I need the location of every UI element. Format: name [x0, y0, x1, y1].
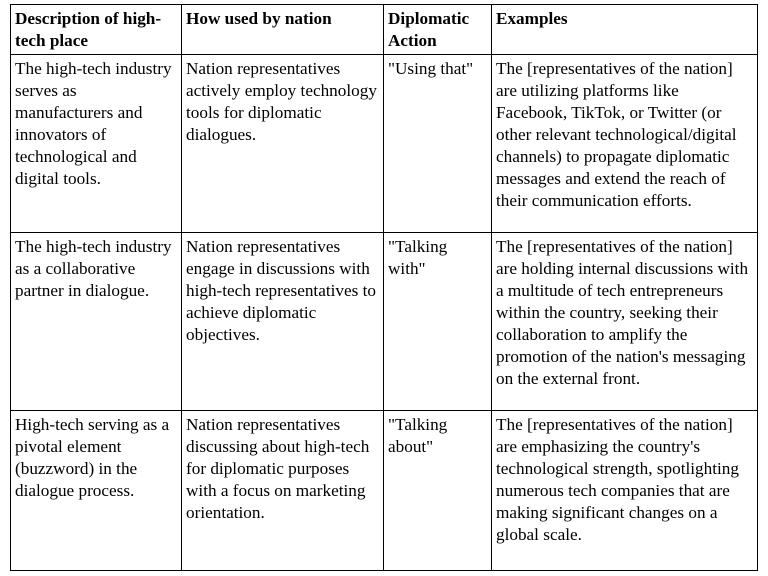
header-description: Description of high-tech place [11, 5, 182, 55]
cell-diplomatic-action: "Talking with" [384, 233, 492, 411]
table-header-row [11, 5, 758, 55]
header-how-used: How used by nation [182, 5, 384, 55]
cell-description: The high-tech industry serves as manufacturers and innovators of technological and digital tools. [11, 55, 182, 233]
table-row [11, 55, 758, 233]
cell-how-used: Nation representatives engage in discussions with high-tech representatives to achieve diplomatic objectives. [182, 233, 384, 411]
cell-how-used: Nation representatives discussing about high-tech for diplomatic purposes with a focus on marketing orientation. [182, 411, 384, 571]
cell-diplomatic-action: "Using that" [384, 55, 492, 233]
cell-description: High-tech serving as a pivotal element (buzzword) in the dialogue process. [11, 411, 182, 571]
cell-example: The [representatives of the nation] are holding internal discussions with a multitude of tech entrepreneurs within the country, seeking their collaboration to amplify the promotion of the nation's messaging on the external front. [492, 233, 758, 411]
cell-example: The [representatives of the nation] are utilizing platforms like Facebook, TikTok, or Twitter (or other relevant technological/digital channels) to propagate diplomatic messages and extend the reach of their communication efforts. [492, 55, 758, 233]
cell-example: The [representatives of the nation] are emphasizing the country's technological strength, spotlighting numerous tech companies that are making significant changes on a global scale. [492, 411, 758, 571]
table-row [11, 233, 758, 411]
cell-diplomatic-action: "Talking about" [384, 411, 492, 571]
cell-how-used: Nation representatives actively employ technology tools for diplomatic dialogues. [182, 55, 384, 233]
header-diplomatic-action: Diplomatic Action [384, 5, 492, 55]
cell-description: The high-tech industry as a collaborative partner in dialogue. [11, 233, 182, 411]
header-examples: Examples [492, 5, 758, 55]
high-tech-diplomacy-table [10, 4, 758, 571]
table-row [11, 411, 758, 571]
